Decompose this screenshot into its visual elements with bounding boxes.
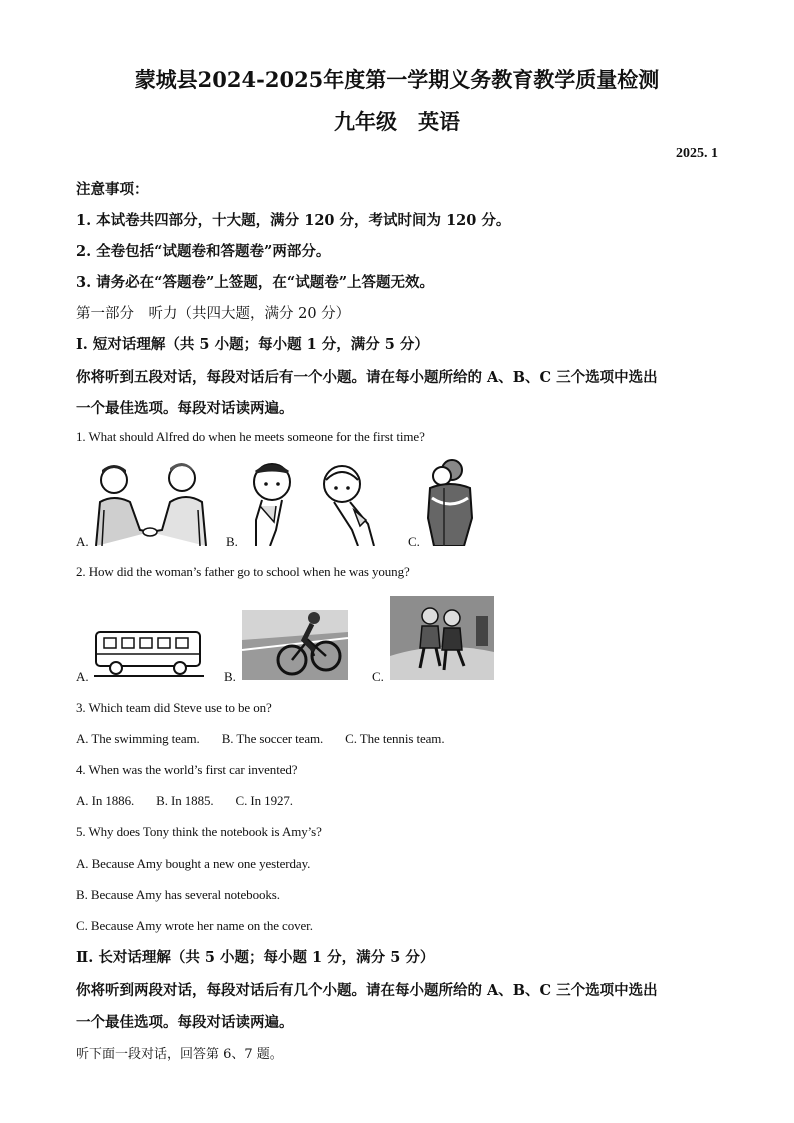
section1-instruction-line2: 一个最佳选项。每段对话读两遍。 xyxy=(76,400,294,417)
q1-option-a-label: A. xyxy=(76,534,89,549)
part1-heading: 第一部分 听力（共四大题，满分 20 分） xyxy=(76,306,351,322)
q4-options-row xyxy=(76,793,726,809)
q5-option-b: B. Because Amy has several notebooks. xyxy=(76,887,280,902)
q3-option-c: C. The tennis team. xyxy=(345,731,445,746)
walking-picture xyxy=(390,596,494,680)
q3-option-b: B. The soccer team. xyxy=(221,731,324,746)
exam-title: 蒙城县2024-2025年度第一学期义务教育教学质量检测 xyxy=(134,67,660,92)
q5-option-a: A. Because Amy bought a new one yesterday. xyxy=(76,856,311,871)
notice-item-2: 2. 全卷包括“试题卷和答题卷”两部分。 xyxy=(76,243,331,260)
question-1: 1. What should Alfred do when he meets someone for the first time? xyxy=(76,429,425,444)
q5-option-c: C. Because Amy wrote her name on the cover. xyxy=(76,918,313,933)
question-4: 4. When was the world’s first car invented? xyxy=(76,762,298,777)
exam-date: 2025. 1 xyxy=(676,146,718,161)
q2-option-b-label: B. xyxy=(224,669,236,684)
question-3: 3. Which team did Steve use to be on? xyxy=(76,700,272,715)
q1-option-c-label: C. xyxy=(408,534,420,549)
notice-item-3: 3. 请务必在“答题卷”上签题，在“试题卷”上答题无效。 xyxy=(76,274,435,291)
notice-item-1: 1. 本试卷共四部分，十大题，满分 120 分，考试时间为 120 分。 xyxy=(76,212,511,229)
q3-option-a: A. The swimming team. xyxy=(76,731,200,746)
notice-heading: 注意事项： xyxy=(76,181,149,198)
section2-heading: Ⅱ. 长对话理解（共 5 小题；每小题 1 分，满分 5 分） xyxy=(76,949,435,966)
exam-subtitle: 九年级 英语 xyxy=(334,109,460,134)
q2-option-c-label: C. xyxy=(372,669,384,684)
q4-option-c: C. In 1927. xyxy=(235,793,293,808)
question-5: 5. Why does Tony think the notebook is Amy’s? xyxy=(76,824,322,839)
q3-options-row xyxy=(76,731,726,747)
q4-option-b: B. In 1885. xyxy=(156,793,214,808)
bicycle-picture xyxy=(242,610,348,680)
section2-instruction-line1: 你将听到两段对话，每段对话后有几个小题。请在每小题所给的 A、B、C 三个选项中选出 xyxy=(76,982,658,999)
question-2: 2. How did the woman’s father go to school when he was young? xyxy=(76,564,410,579)
q2-option-a-label: A. xyxy=(76,669,89,684)
section2-instruction-line2: 一个最佳选项。每段对话读两遍。 xyxy=(76,1014,294,1031)
bowing-picture xyxy=(242,460,388,546)
bus-picture xyxy=(94,630,204,680)
section1-heading: Ⅰ. 短对话理解（共 5 小题；每小题 1 分，满分 5 分） xyxy=(76,336,429,353)
handshake-picture xyxy=(92,460,210,546)
hug-picture xyxy=(424,458,474,546)
q1-option-b-label: B. xyxy=(226,534,238,549)
section1-instruction-line1: 你将听到五段对话，每段对话后有一个小题。请在每小题所给的 A、B、C 三个选项中选出 xyxy=(76,369,658,386)
section2-sub-instruction: 听下面一段对话，回答第 6、7 题。 xyxy=(76,1047,283,1062)
q4-option-a: A. In 1886. xyxy=(76,793,135,808)
